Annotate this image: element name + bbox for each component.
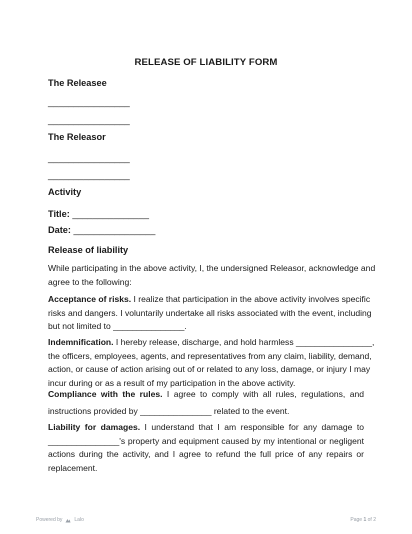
risks-label: Acceptance of risks. bbox=[48, 294, 132, 304]
release-heading: Release of liability bbox=[48, 245, 129, 255]
indem-line: Indemnification. I hereby release, discharge, and hold harmless ________________, bbox=[48, 337, 375, 347]
intro-line: While participating in the above activity, I, the undersigned Releasor, acknowledge and bbox=[48, 263, 376, 273]
intro-paragraph bbox=[48, 262, 376, 289]
indemnification-paragraph bbox=[48, 336, 375, 390]
releasor-blank-2: ________________ bbox=[48, 170, 130, 180]
intro-line: agree to the following: bbox=[48, 276, 132, 287]
damages-line: actions during the activity, and I agree to refund the full price of any repairs or bbox=[48, 449, 364, 460]
damages-line: Liability for damages. I understand that I am responsible for any damage to bbox=[48, 422, 364, 432]
releasee-blank-2: ________________ bbox=[48, 115, 130, 125]
title-field bbox=[48, 209, 149, 219]
activity-heading: Activity bbox=[48, 187, 82, 197]
title-blank: _______________ bbox=[72, 209, 149, 219]
indem-line: incur during or as a result of my participation in the above activity. bbox=[48, 377, 296, 388]
brand-name: Lalo bbox=[74, 517, 84, 523]
damages-label: Liability for damages. bbox=[48, 422, 141, 432]
indem-line: action, or cause of action arising out of or related to any loss, damage, or injury I may bbox=[48, 364, 371, 375]
risks-paragraph bbox=[48, 293, 372, 334]
damages-line: _______________'s property and equipment caused by my intentional or negligent bbox=[48, 435, 364, 446]
damages-line: replacement. bbox=[48, 462, 98, 473]
title-label: Title: bbox=[48, 209, 70, 219]
risks-line: Acceptance of risks. I realize that participation in the above activity involves specific bbox=[48, 294, 371, 304]
date-label: Date: bbox=[48, 225, 71, 235]
rules-line: instructions provided by _______________ related to the event. bbox=[48, 405, 290, 416]
document-title: RELEASE OF LIABILITY FORM bbox=[134, 57, 278, 68]
releasee-blank-1: ________________ bbox=[48, 97, 130, 107]
damages-paragraph bbox=[48, 421, 364, 475]
powered-by bbox=[36, 517, 84, 523]
indem-line: the officers, employees, agents, and representatives from any claim, liability, demand, bbox=[48, 350, 372, 361]
releasor-heading: The Releasor bbox=[48, 132, 106, 142]
date-field bbox=[48, 225, 155, 235]
date-blank: ________________ bbox=[73, 225, 156, 235]
rules-label: Compliance with the rules. bbox=[48, 389, 163, 399]
rules-paragraph bbox=[48, 388, 364, 418]
page-indicator: Page 1 of 2 bbox=[350, 517, 376, 523]
lalo-logo-icon bbox=[65, 518, 71, 523]
indem-label: Indemnification. bbox=[48, 337, 114, 347]
risks-line: but not limited to _______________. bbox=[48, 321, 187, 332]
releasee-heading: The Releasee bbox=[48, 78, 107, 88]
risks-line: risks and dangers. I voluntarily undertake all risks associated with the event, including bbox=[48, 307, 372, 318]
powered-by-label: Powered by bbox=[36, 517, 63, 523]
releasor-blank-1: ________________ bbox=[48, 153, 130, 163]
rules-line: Compliance with the rules. I agree to comply with all rules, regulations, and bbox=[48, 389, 364, 399]
